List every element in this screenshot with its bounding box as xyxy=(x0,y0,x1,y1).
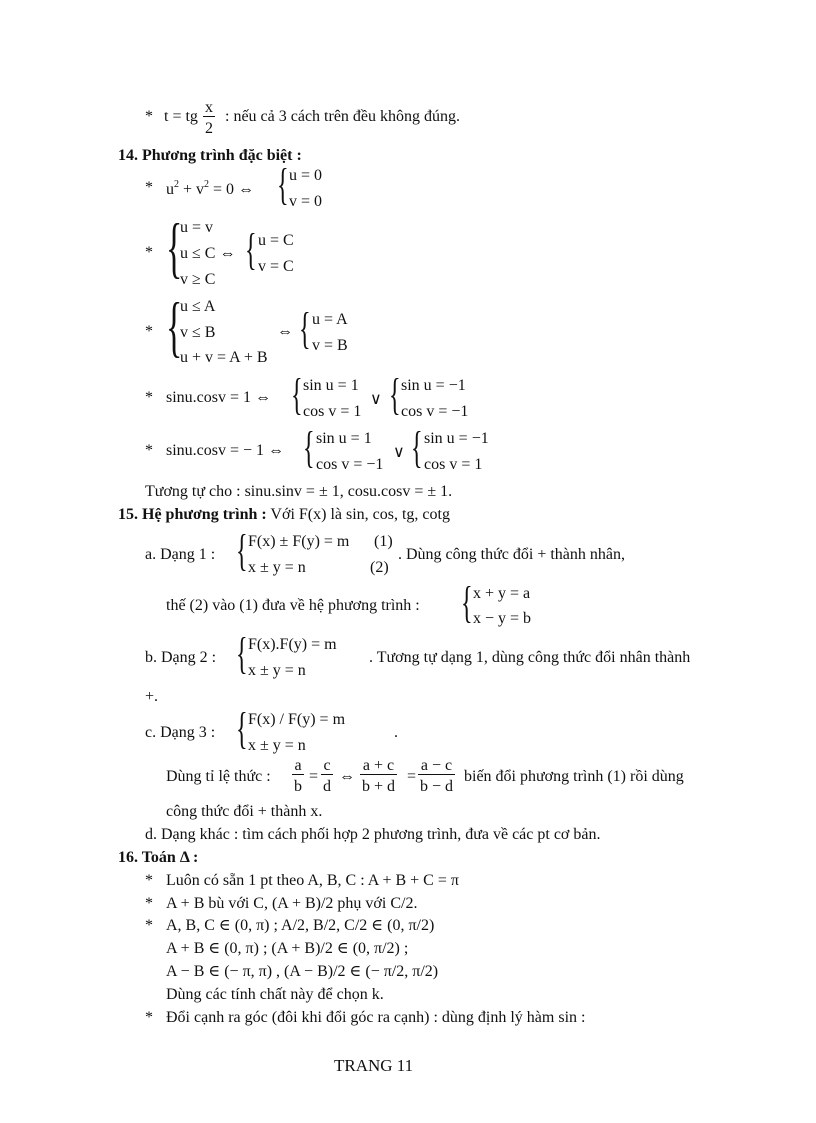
eq: F(x) / F(y) = m xyxy=(248,711,346,728)
bullet: * xyxy=(145,1009,153,1026)
num: c xyxy=(321,758,333,775)
cond: cos v = −1 xyxy=(401,403,469,420)
fraction xyxy=(360,758,397,795)
bullet: * xyxy=(145,895,153,912)
cond: v ≥ C xyxy=(180,271,216,288)
section-15-title xyxy=(118,507,450,523)
eq: x − y = b xyxy=(473,610,532,627)
eq: = 0 ⇔ xyxy=(213,181,255,198)
line: Đổi cạnh ra góc (đôi khi đổi góc ra cạnh) : dùng định lý hàm sin : xyxy=(166,1009,586,1026)
formula-t: t = tg xyxy=(164,108,198,125)
cond: cos v = −1 xyxy=(316,456,384,473)
line: Dùng các tính chất này để chọn k. xyxy=(166,986,384,1003)
bullet: * xyxy=(145,442,153,459)
line-t-text: : nếu cả 3 cách trên đều không đúng. xyxy=(225,108,461,125)
brace: { xyxy=(166,288,183,364)
line: Luôn có sẵn 1 pt theo A, B, C : A + B + C = π xyxy=(166,872,459,889)
frac-den: 2 xyxy=(205,120,213,137)
cond: cos v = 1 xyxy=(303,403,362,420)
eq: x ± y = n xyxy=(248,662,306,679)
line: A, B, C ∈ (0, π) ; A/2, B/2, C/2 ∈ (0, π/2) xyxy=(166,917,435,934)
line: A − B ∈ (− π, π) , (A − B)/2 ∈ (− π/2, π/2) xyxy=(166,963,439,980)
bullet: * xyxy=(145,872,153,889)
dang2-text: . Tương tự dạng 1, dùng công thức đổi nhân thành xyxy=(369,649,691,666)
dang3-cont: công thức đổi + thành x. xyxy=(166,803,323,820)
or: ∨ xyxy=(393,444,405,461)
brace: { xyxy=(277,160,289,209)
cond: u ≤ A xyxy=(180,298,216,315)
fraction xyxy=(292,758,304,795)
eq-num: (2) xyxy=(370,559,389,576)
den: d xyxy=(323,778,331,795)
title-rest: Với F(x) là sin, cos, tg, cotg xyxy=(270,506,450,523)
iff: ⇔ xyxy=(339,768,355,785)
dang1-text: . Dùng công thức đổi + thành nhân, xyxy=(398,546,625,563)
bullet: * xyxy=(145,108,153,125)
formula-u2v2 xyxy=(166,180,254,198)
u: u xyxy=(166,181,174,198)
section-16-title: 16. Toán Δ : xyxy=(118,849,199,866)
fraction xyxy=(321,758,333,795)
cond: u = C xyxy=(258,232,294,249)
line: A + B ∈ (0, π) ; (A + B)/2 ∈ (0, π/2) ; xyxy=(166,940,409,957)
cond: u = A xyxy=(312,311,348,328)
cond: v = C xyxy=(258,258,294,275)
eq: x ± y = n xyxy=(248,559,306,576)
line: A + B bù với C, (A + B)/2 phụ với C/2. xyxy=(166,895,418,912)
num: a − c xyxy=(418,758,455,775)
bullet: * xyxy=(145,244,153,261)
similar-note: Tương tự cho : sinu.sinv = ± 1, cosu.cosv = ± 1. xyxy=(145,483,453,500)
bullet: * xyxy=(145,389,153,406)
brace: { xyxy=(411,423,423,472)
cond: cos v = 1 xyxy=(424,456,483,473)
formula: sinu.cosv = − 1 ⇔ xyxy=(166,442,285,459)
dot: . xyxy=(394,724,398,741)
ratio-text: biến đổi phương trình (1) rồi dùng xyxy=(464,768,684,785)
brace: { xyxy=(389,370,401,419)
cond: sin u = 1 xyxy=(316,430,372,447)
dang1-cont: thế (2) vào (1) đưa về hệ phương trình : xyxy=(166,597,420,614)
eq: F(x).F(y) = m xyxy=(248,636,337,653)
bullet: * xyxy=(145,179,153,196)
num: a xyxy=(292,758,304,775)
dang1-label: a. Dạng 1 : xyxy=(145,546,216,563)
brace: { xyxy=(236,704,248,753)
plus-v: + v xyxy=(183,181,205,198)
eq-sign: = xyxy=(407,768,417,785)
eq-sign: = xyxy=(309,768,319,785)
eq: F(x) ± F(y) = m xyxy=(248,533,350,550)
cond: u = v xyxy=(180,219,214,236)
fraction-x-over-2 xyxy=(203,100,215,137)
dang3-label: c. Dạng 3 : xyxy=(145,724,216,741)
brace: { xyxy=(461,578,473,627)
section-14-title: 14. Phương trình đặc biệt : xyxy=(118,147,302,164)
title-bold: 15. Hệ phương trình : xyxy=(118,506,267,523)
brace: { xyxy=(245,225,257,274)
den: b xyxy=(294,778,302,795)
cond: v = B xyxy=(312,337,348,354)
cond: u + v = A + B xyxy=(180,349,268,366)
brace: { xyxy=(166,209,183,285)
cond: v = 0 xyxy=(289,193,323,210)
exp: 2 xyxy=(204,179,210,190)
ratio-label: Dùng tỉ lệ thức : xyxy=(166,768,271,785)
num: a + c xyxy=(360,758,397,775)
dang2-plus: +. xyxy=(145,688,159,705)
cond: v ≤ B xyxy=(180,324,216,341)
brace: { xyxy=(236,526,248,575)
den: b + d xyxy=(362,778,396,795)
page-footer: TRANG 11 xyxy=(334,1056,414,1075)
eq-num: (1) xyxy=(374,533,393,550)
cond: sin u = 1 xyxy=(303,377,359,394)
dang2-label: b. Dạng 2 : xyxy=(145,649,217,666)
iff: ⇔ xyxy=(277,323,293,340)
fraction xyxy=(418,758,455,795)
cond: sin u = −1 xyxy=(424,430,489,447)
cond: u ≤ C ⇔ xyxy=(180,245,236,262)
brace: { xyxy=(299,304,311,353)
exp: 2 xyxy=(174,179,179,190)
eq: x + y = a xyxy=(473,585,531,602)
brace: { xyxy=(291,370,303,419)
eq: x ± y = n xyxy=(248,737,306,754)
or: ∨ xyxy=(370,391,382,408)
frac-num: x xyxy=(205,99,213,116)
brace: { xyxy=(236,629,248,678)
formula: sinu.cosv = 1 ⇔ xyxy=(166,389,272,406)
dang-khac: d. Dạng khác : tìm cách phối hợp 2 phương trình, đưa về các pt cơ bản. xyxy=(145,826,601,843)
bullet: * xyxy=(145,323,153,340)
bullet: * xyxy=(145,917,153,934)
brace: { xyxy=(303,423,315,472)
cond: u = 0 xyxy=(289,167,323,184)
cond: sin u = −1 xyxy=(401,377,466,394)
den: b − d xyxy=(420,778,454,795)
